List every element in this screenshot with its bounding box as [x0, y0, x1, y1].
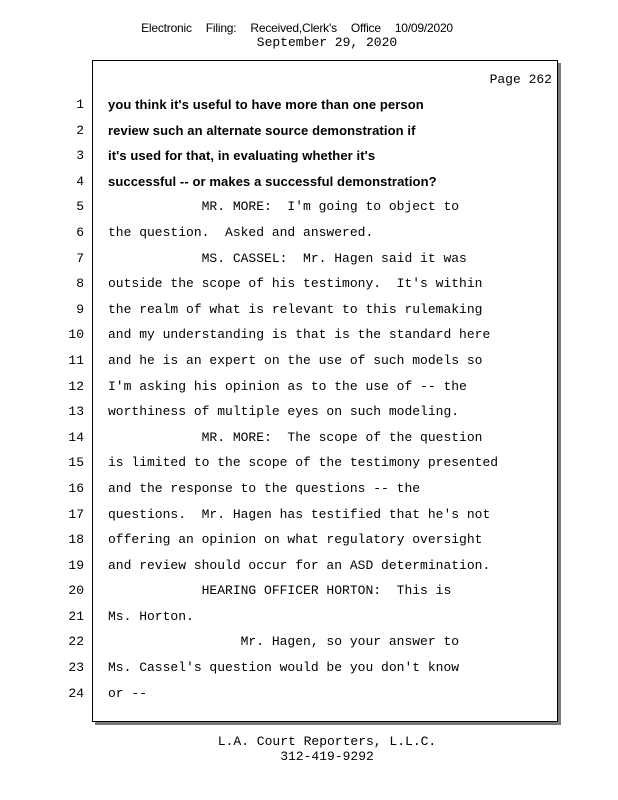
transcript-line — [0, 169, 618, 195]
line-text: questions. Mr. Hagen has testified that he's not — [108, 506, 491, 522]
line-text: Ms. Cassel's question would be you don't know — [108, 660, 460, 676]
line-text: Ms. Horton. — [108, 608, 194, 624]
line-number: 21 — [68, 608, 84, 624]
transcript-line — [0, 399, 618, 425]
line-text: and review should occur for an ASD determination. — [108, 557, 491, 573]
line-number: 17 — [68, 506, 84, 522]
line-text: offering an opinion on what regulatory oversight — [108, 532, 483, 548]
line-text: or -- — [108, 685, 148, 701]
transcript-line — [0, 143, 618, 169]
line-number: 24 — [68, 685, 84, 701]
line-number: 9 — [76, 301, 84, 317]
line-text: MR. MORE: I'm going to object to — [108, 199, 460, 215]
line-text: and my understanding is that is the standard here — [108, 327, 491, 343]
transcript-line — [0, 425, 618, 451]
hearing-date: September 29, 2020 — [256, 35, 398, 50]
transcript-line — [0, 655, 618, 681]
transcript-line — [0, 194, 618, 220]
line-text: MR. MORE: The scope of the question — [108, 429, 483, 445]
transcript-line — [0, 374, 618, 400]
line-number: 5 — [76, 199, 84, 215]
line-number: 4 — [76, 173, 84, 189]
line-number: 14 — [68, 429, 84, 445]
reporter-company: L.A. Court Reporters, L.L.C. — [217, 734, 437, 749]
filing-stamp-received: Received,Clerk's — [250, 21, 337, 35]
line-text: and the response to the questions -- the — [108, 480, 421, 496]
line-text: I'm asking his opinion as to the use of -- the — [108, 378, 467, 394]
line-text: is limited to the scope of the testimony presented — [108, 455, 499, 471]
line-number: 13 — [68, 404, 84, 420]
line-text: successful -- or makes a successful demonstration? — [108, 173, 437, 189]
transcript-line — [0, 297, 618, 323]
transcript-line — [0, 527, 618, 553]
filing-stamp-electronic: Electronic — [141, 21, 192, 35]
transcript-line — [0, 246, 618, 272]
line-number: 20 — [68, 583, 84, 599]
transcript-line — [0, 476, 618, 502]
transcript-line — [0, 604, 618, 630]
transcript-line — [0, 578, 618, 604]
line-text: you think it's useful to have more than one person — [108, 97, 424, 112]
line-text: the realm of what is relevant to this rulemaking — [108, 301, 483, 317]
line-number: 1 — [76, 97, 84, 112]
line-number: 23 — [68, 660, 84, 676]
transcript-line — [0, 629, 618, 655]
line-number: 15 — [68, 455, 84, 471]
transcript-line — [0, 553, 618, 579]
line-number: 12 — [68, 378, 84, 394]
transcript-line — [0, 322, 618, 348]
line-text: HEARING OFFICER HORTON: This is — [108, 583, 452, 599]
reporter-phone: 312-419-9292 — [280, 749, 374, 764]
line-number: 8 — [76, 276, 84, 292]
footer — [18, 734, 618, 764]
line-text: Mr. Hagen, so your answer to — [108, 634, 460, 650]
transcript-line — [0, 271, 618, 297]
page-number: Page 262 — [489, 72, 552, 87]
line-number: 16 — [68, 480, 84, 496]
line-number: 18 — [68, 532, 84, 548]
filing-stamp-office: Office — [350, 21, 381, 35]
transcript-line — [0, 220, 618, 246]
transcript-line — [0, 450, 618, 476]
filing-stamp-date: 10/09/2020 — [394, 21, 453, 35]
filing-stamp-filing: Filing: — [205, 21, 237, 35]
line-text: review such an alternate source demonstration if — [108, 122, 416, 138]
line-text: worthiness of multiple eyes on such modeling. — [108, 404, 460, 420]
line-text: MS. CASSEL: Mr. Hagen said it was — [108, 250, 467, 266]
line-number: 6 — [76, 224, 84, 240]
line-number: 7 — [76, 250, 84, 266]
line-text: it's used for that, in evaluating whether it's — [108, 148, 376, 164]
transcript-line — [0, 118, 618, 144]
transcript-line — [0, 92, 618, 118]
line-number: 3 — [76, 148, 84, 164]
line-number: 2 — [76, 122, 84, 138]
line-number: 22 — [68, 634, 84, 650]
line-number: 10 — [68, 327, 84, 343]
line-text: outside the scope of his testimony. It's within — [108, 276, 483, 292]
transcript-line — [0, 502, 618, 528]
transcript-body — [0, 92, 618, 706]
line-text: the question. Asked and answered. — [108, 224, 374, 240]
line-text: and he is an expert on the use of such models so — [108, 352, 483, 368]
transcript-line — [0, 348, 618, 374]
transcript-line — [0, 681, 618, 707]
line-number: 19 — [68, 557, 84, 573]
line-number: 11 — [68, 352, 84, 368]
filing-stamp — [0, 21, 606, 35]
